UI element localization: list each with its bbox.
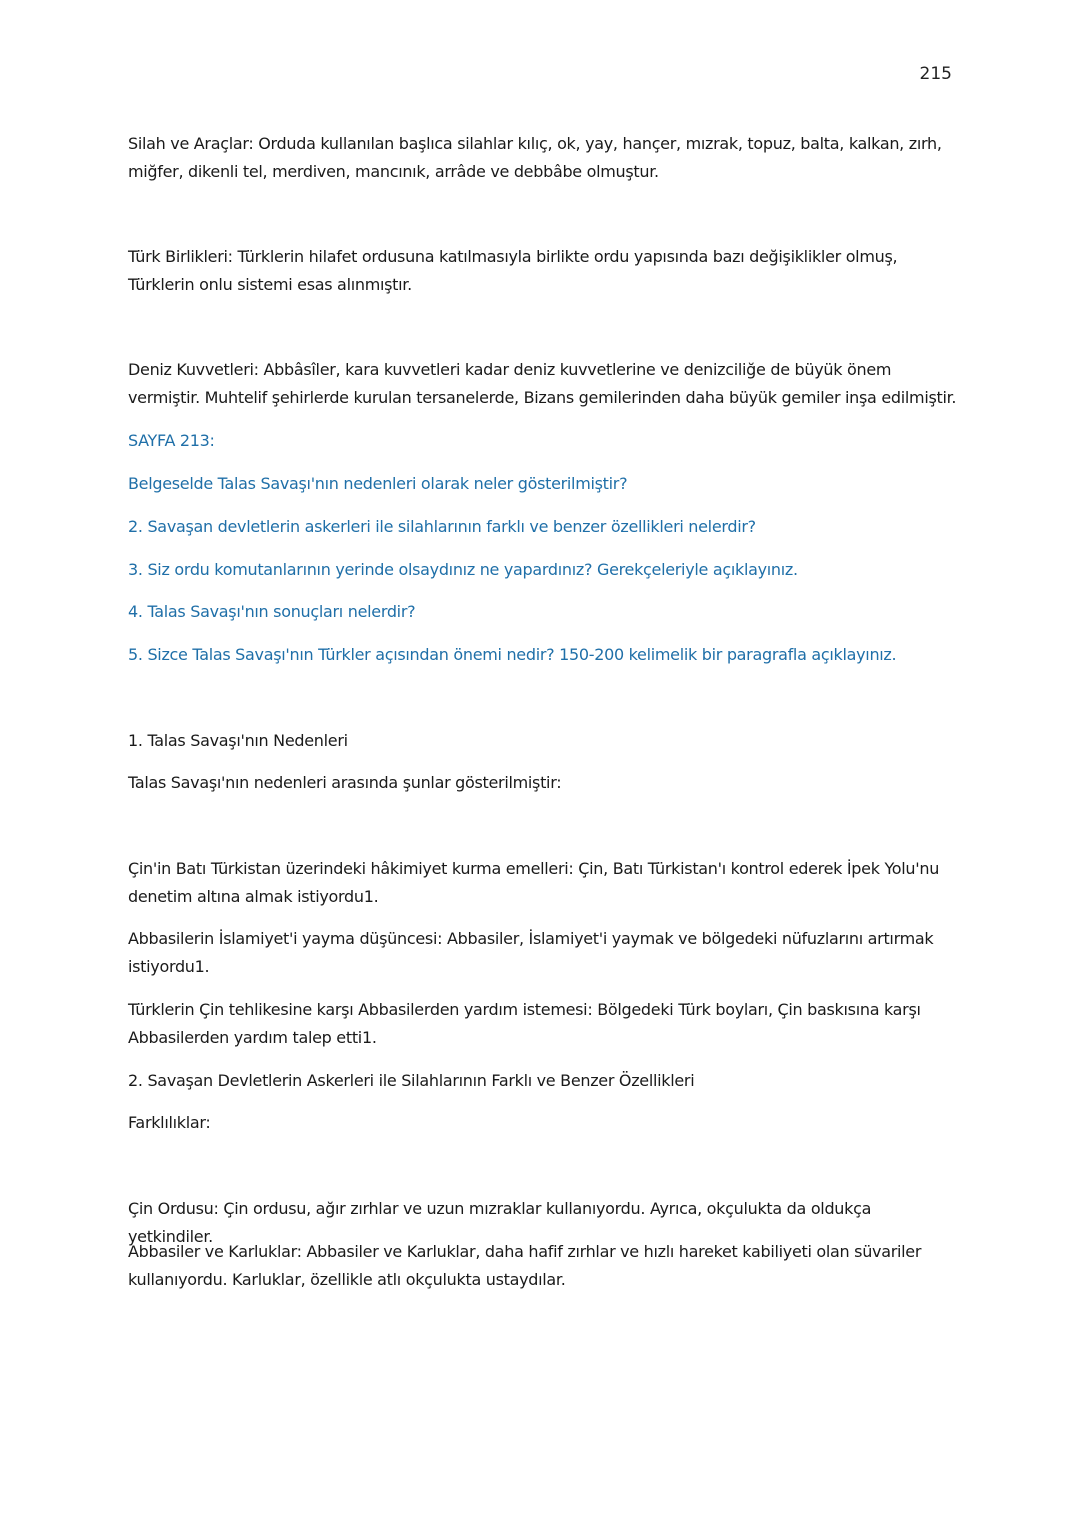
paragraph-weapons: Silah ve Araçlar: Orduda kullanılan başlıca silahlar kılıç, ok, yay, hançer, mızrak, topuz, balta, kalkan, zırh, miğfer, dikenli tel, merdiven, mancınık, arrâde ve debbâbe olmuştur. [128, 134, 942, 181]
question-2: 2. Savaşan devletlerin askerleri ile silahlarının farklı ve benzer özellikleri nelerdir? [128, 517, 756, 536]
answer-2-heading: 2. Savaşan Devletlerin Askerleri ile Silahlarının Farklı ve Benzer Özellikleri [128, 1071, 695, 1090]
question-5: 5. Sizce Talas Savaşı'nın Türkler açısından önemi nedir? 150-200 kelimelik bir paragrafla açıklayınız. [128, 645, 897, 664]
answer-1-reason-turks: Türklerin Çin tehlikesine karşı Abbasilerden yardım istemesi: Bölgedeki Türk boyları, Çin baskısına karşı Abbasilerden yardım talep etti1. [128, 1000, 921, 1047]
questions-heading: SAYFA 213: [128, 431, 215, 450]
paragraph-turkish-units: Türk Birlikleri: Türklerin hilafet ordusuna katılmasıyla birlikte ordu yapısında bazı değişiklikler olmuş, Türklerin onlu sistemi esas alınmıştır. [128, 247, 898, 294]
question-1: Belgeselde Talas Savaşı'nın nedenleri olarak neler gösterilmiştir? [128, 474, 628, 493]
paragraph-naval-forces: Deniz Kuvvetleri: Abbâsîler, kara kuvvetleri kadar deniz kuvvetlerine ve denizciliğe de büyük önem vermiştir. Muhtelif şehirlerde kurulan tersanelerde, Bizans gemilerinden daha büyük gemiler inşa edilmiştir. [128, 360, 957, 407]
answer-2-difference-china: Çin Ordusu: Çin ordusu, ağır zırhlar ve uzun mızraklar kullanıyordu. Ayrıca, okçulukta da oldukça yetkindiler. [128, 1199, 872, 1246]
answer-1-heading: 1. Talas Savaşı'nın Nedenleri [128, 731, 348, 750]
answer-2-difference-abbasids-karluks: Abbasiler ve Karluklar: Abbasiler ve Karluklar, daha hafif zırhlar ve hızlı hareket kabiliyeti olan süvariler kullanıyordu. Karluklar, özellikle atlı okçulukta ustaydılar. [128, 1242, 922, 1289]
answer-1-reason-china: Çin'in Batı Türkistan üzerindeki hâkimiyet kurma emelleri: Çin, Batı Türkistan'ı kontrol ederek İpek Yolu'nu denetim altına almak istiyordu1. [128, 859, 940, 906]
answer-1-intro: Talas Savaşı'nın nedenleri arasında şunlar gösterilmiştir: [128, 773, 562, 792]
question-3: 3. Siz ordu komutanlarının yerinde olsaydınız ne yapardınız? Gerekçeleriyle açıklayınız. [128, 560, 798, 579]
question-4: 4. Talas Savaşı'nın sonuçları nelerdir? [128, 602, 416, 621]
page-number: 215 [919, 64, 952, 84]
answer-2-subheading: Farklılıklar: [128, 1113, 211, 1132]
answer-1-reason-abbasids: Abbasilerin İslamiyet'i yayma düşüncesi: Abbasiler, İslamiyet'i yaymak ve bölgedeki nüfuzlarını artırmak istiyordu1. [128, 929, 934, 976]
